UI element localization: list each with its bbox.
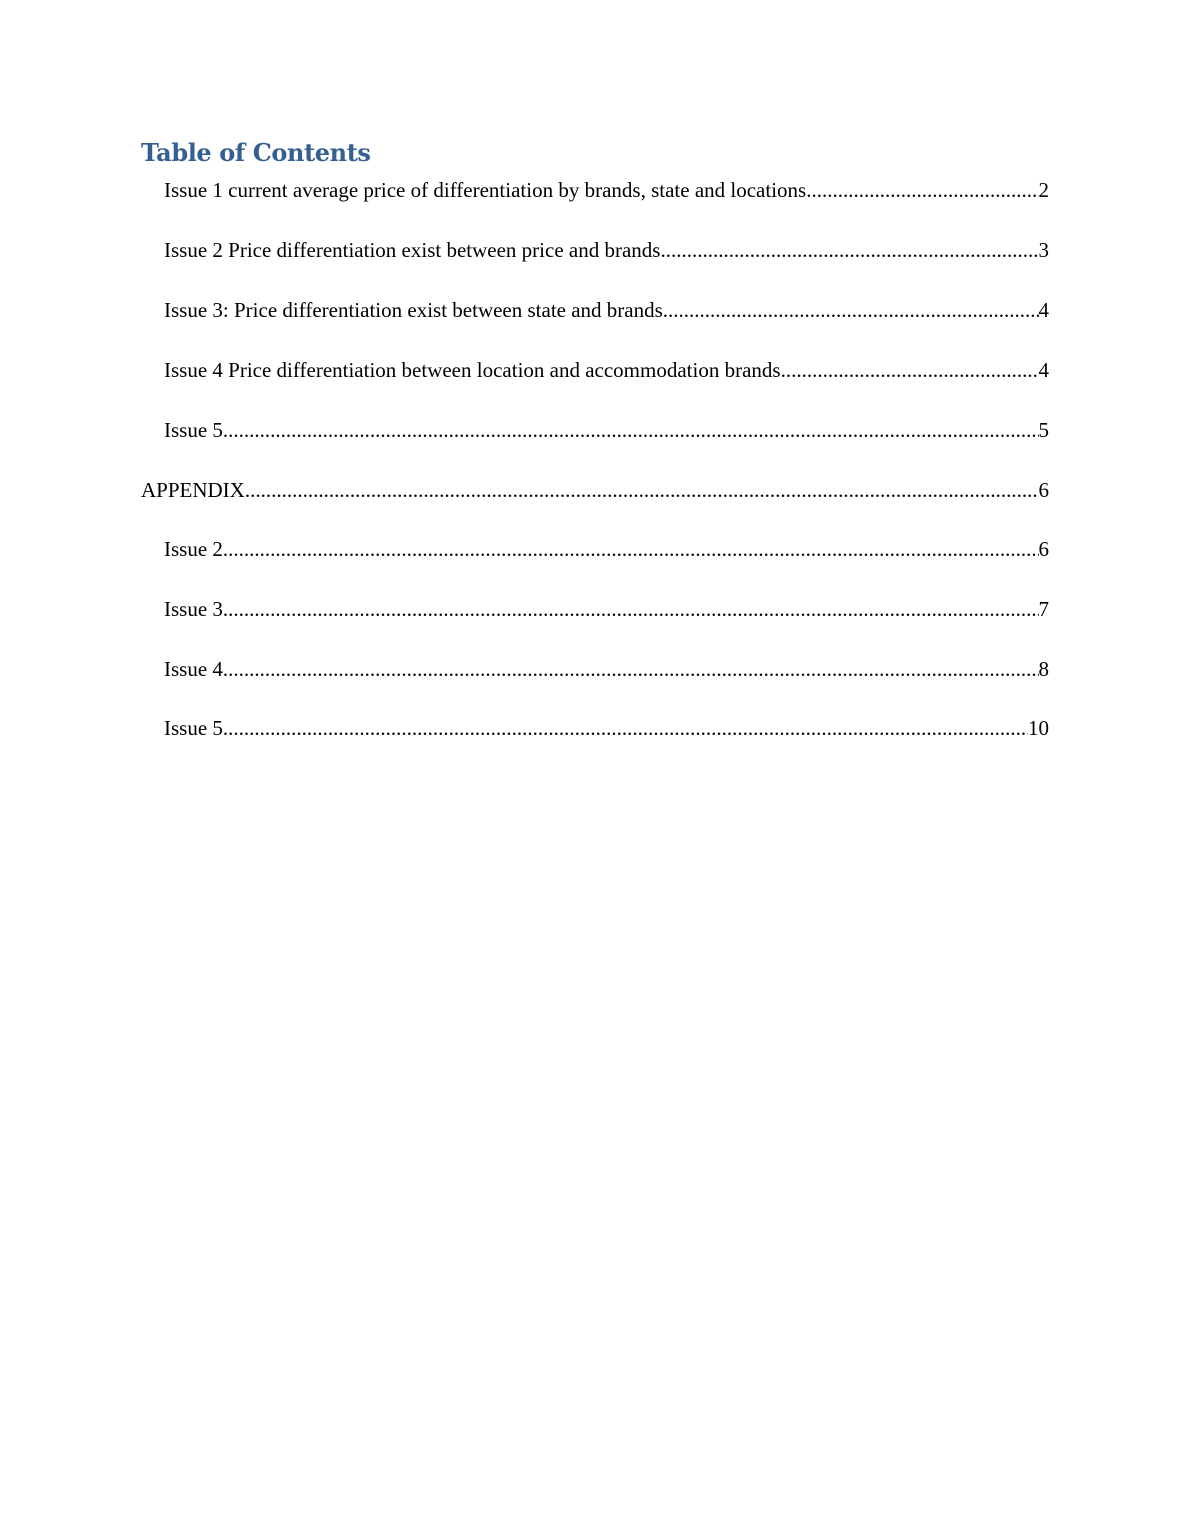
toc-dot-leader <box>660 236 1038 264</box>
toc-entry-text: Issue 3: Price differentiation exist between state and brands <box>164 298 663 322</box>
toc-dot-leader <box>223 714 1028 742</box>
toc-entry-issue-3[interactable] <box>164 296 1049 324</box>
toc-entry-text: Issue 5 <box>164 418 223 442</box>
toc-page-number: 2 <box>1038 178 1049 202</box>
toc-dot-leader <box>223 535 1039 563</box>
toc-page-number: 3 <box>1038 238 1049 262</box>
toc-entry-appendix-issue-4[interactable] <box>164 655 1049 683</box>
toc-entry-text: Issue 3 <box>164 597 223 621</box>
toc-entry-text: Issue 2 Price differentiation exist between price and brands <box>164 238 661 262</box>
toc-entry-text: Issue 4 <box>164 657 223 681</box>
toc-page-number: 10 <box>1028 716 1049 740</box>
toc-entry-appendix[interactable] <box>141 476 1049 504</box>
toc-page-number: 6 <box>1038 537 1049 561</box>
toc-entry-text: Issue 1 current average price of differentiation by brands, state and locations <box>164 178 807 202</box>
toc-entry-issue-5[interactable] <box>164 416 1049 444</box>
toc-page-number: 8 <box>1038 657 1049 681</box>
toc-dot-leader <box>223 416 1039 444</box>
toc-dot-leader <box>781 356 1039 384</box>
toc-entry-issue-2[interactable] <box>164 236 1049 264</box>
toc-page-number: 4 <box>1038 358 1049 382</box>
toc-dot-leader <box>223 655 1039 683</box>
toc-entry-appendix-issue-3[interactable] <box>164 595 1049 623</box>
toc-page-number: 7 <box>1038 597 1049 621</box>
toc-entry-issue-1[interactable] <box>164 176 1049 204</box>
toc-dot-leader <box>223 595 1039 623</box>
toc-page-number: 6 <box>1038 478 1049 502</box>
toc-page-number: 5 <box>1038 418 1049 442</box>
toc-entry-text: Issue 4 Price differentiation between location and accommodation brands <box>164 358 781 382</box>
toc-dot-leader <box>245 476 1039 504</box>
toc-entry-appendix-issue-2[interactable] <box>164 535 1049 563</box>
toc-entry-issue-4[interactable] <box>164 356 1049 384</box>
toc-entry-text: Issue 5 <box>164 716 223 740</box>
toc-page-number: 4 <box>1038 298 1049 322</box>
toc-dot-leader <box>806 176 1038 204</box>
toc-entry-text: APPENDIX <box>141 478 245 502</box>
toc-entry-text: Issue 2 <box>164 537 223 561</box>
toc-dot-leader <box>663 296 1039 324</box>
toc-entry-appendix-issue-5[interactable] <box>164 714 1049 742</box>
toc-heading: Table of Contents <box>141 138 371 167</box>
